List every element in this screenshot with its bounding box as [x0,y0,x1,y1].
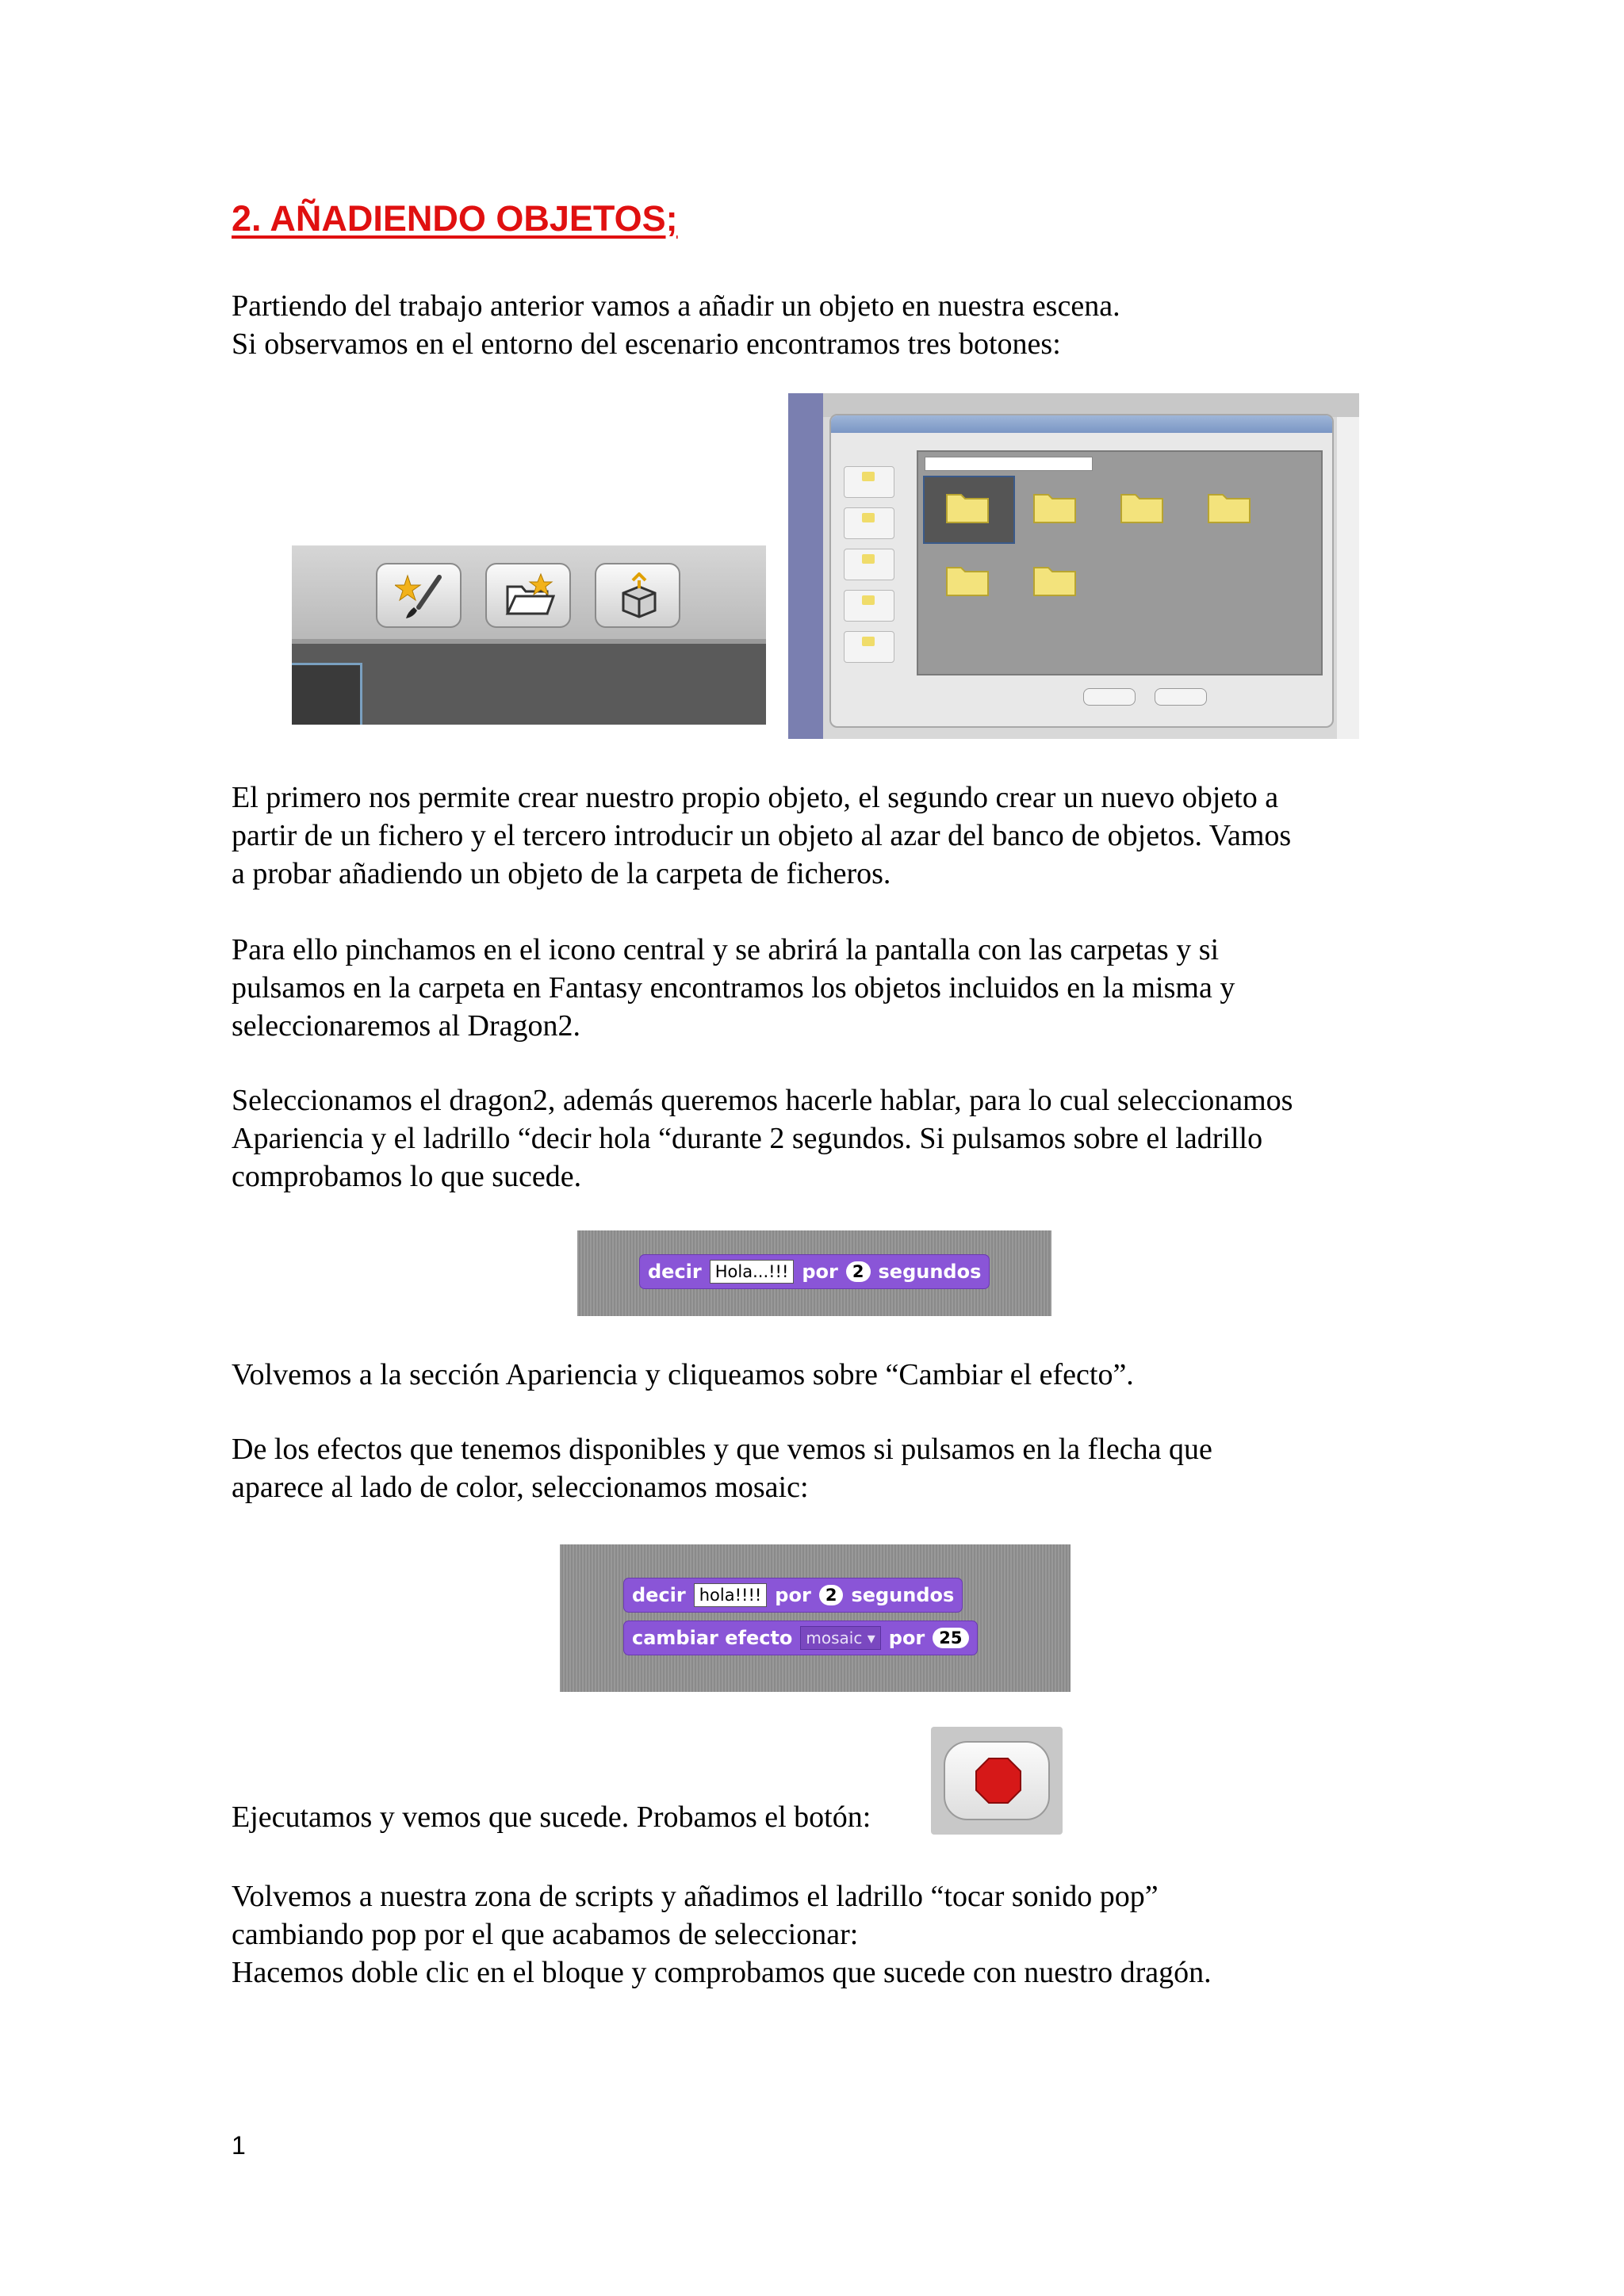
toolbar-buttons-screenshot [292,545,766,725]
say-block-screenshot [577,1230,1051,1316]
new-sprite-dialog-screenshot [788,393,1359,739]
blocks-palette-edge [788,393,823,739]
shortcut-button[interactable] [844,590,894,622]
dialog-buttons [917,683,1320,715]
path-field[interactable] [925,457,1093,471]
dropdown-arrow-icon: ▾ [867,1628,875,1647]
effect-script-screenshot [560,1544,1071,1692]
stage-corner [292,663,362,725]
folder-list [917,450,1323,675]
folder-icon[interactable] [1205,487,1253,526]
text-line: pulsamos en la carpeta en Fantasy encontramos los objetos incluidos en la misma y [232,971,1235,1004]
say-block-paragraph [232,1081,1437,1196]
dialog-window [829,414,1334,728]
buttons-explanation-paragraph [232,779,1437,893]
text-line: Apariencia y el ladrillo “decir hola “durante 2 segundos. Si pulsamos sobre el ladrillo [232,1122,1263,1155]
dialog-title-bar [831,415,1332,433]
folder-star-icon [504,572,555,620]
message-slot[interactable]: Hola...!!! [710,1260,795,1284]
run-paragraph [232,1798,1437,1836]
seconds-slot[interactable]: 2 [819,1585,844,1605]
folder-icon[interactable] [1031,560,1078,599]
text-line: Ejecutamos y vemos que sucede. Probamos el botón: [232,1800,871,1834]
mystery-box-icon [614,572,665,620]
block-label: segundos [851,1584,955,1606]
block-label: por [802,1261,838,1283]
dialog-shortcuts [844,466,899,704]
text-line: aparece al lado de color, seleccionamos mosaic: [232,1471,809,1504]
text-line: Para ello pinchamos en el icono central y se abrirá la pantalla con las carpetas y si [232,933,1220,966]
block-label: decir [632,1584,686,1606]
text-line: De los efectos que tenemos disponibles y que vemos si pulsamos en la flecha que [232,1433,1212,1466]
shortcut-button[interactable] [844,549,894,580]
block-label: segundos [878,1261,982,1283]
choose-sprite-from-file-button[interactable] [485,563,571,628]
stop-octagon-icon [975,1757,1022,1804]
text-line: Si observamos en el entorno del escenario encontramos tres botones: [232,327,1061,361]
folder-icon[interactable] [944,487,991,526]
page-number: 1 [232,2131,246,2160]
effect-value: mosaic [806,1628,863,1647]
cancel-button[interactable] [1155,688,1207,706]
paint-new-sprite-button[interactable] [376,563,462,628]
folder-icon[interactable] [1031,487,1078,526]
text-line: seleccionaremos al Dragon2. [232,1009,580,1043]
block-label: por [775,1584,811,1606]
say-for-seconds-block[interactable] [623,1578,963,1613]
text-line: partir de un fichero y el tercero introducir un objeto al azar del banco de objetos. Vamos [232,819,1292,852]
shortcut-button[interactable] [844,466,894,498]
text-line: Partiendo del trabajo anterior vamos a añadir un objeto en nuestra escena. [232,289,1120,323]
message-slot[interactable]: hola!!!! [694,1583,768,1607]
change-effect-block[interactable] [623,1621,978,1655]
change-effect-paragraph [232,1356,1437,1394]
open-folder-paragraph [232,931,1437,1045]
text-line: cambiando pop por el que acabamos de seleccionar: [232,1918,859,1951]
shortcut-button[interactable] [844,507,894,539]
sound-paragraph [232,1877,1437,1992]
section-heading: 2. AÑADIENDO OBJETOS; [232,198,678,239]
folder-icon[interactable] [1118,487,1166,526]
text-line: a probar añadiendo un objeto de la carpeta de ficheros. [232,857,891,890]
text-line: comprobamos lo que sucede. [232,1160,582,1193]
text-line: El primero nos permite crear nuestro propio objeto, el segundo crear un nuevo objeto a [232,781,1279,814]
toolbar-divider [292,639,766,644]
text-line: Volvemos a nuestra zona de scripts y añadimos el ladrillo “tocar sonido pop” [232,1880,1159,1913]
surprise-sprite-button[interactable] [595,563,680,628]
ok-button[interactable] [1083,688,1136,706]
block-label: por [888,1627,925,1649]
say-for-seconds-block[interactable] [639,1254,990,1289]
effect-dropdown[interactable] [800,1626,880,1650]
block-label: cambiar efecto [632,1627,793,1649]
shortcut-button[interactable] [844,631,894,663]
folder-icon[interactable] [944,560,991,599]
paintbrush-star-icon [395,572,446,620]
block-label: decir [648,1261,702,1283]
amount-slot[interactable]: 25 [933,1628,968,1648]
stage-edge [1337,417,1359,739]
seconds-slot[interactable]: 2 [846,1261,871,1282]
mosaic-paragraph [232,1430,1437,1506]
text-line: Volvemos a la sección Apariencia y cliqueamos sobre “Cambiar el efecto”. [232,1358,1134,1391]
intro-paragraph [232,287,1437,363]
text-line: Seleccionamos el dragon2, además queremos hacerle hablar, para lo cual seleccionamos [232,1084,1293,1117]
text-line: Hacemos doble clic en el bloque y comprobamos que sucede con nuestro dragón. [232,1956,1212,1989]
